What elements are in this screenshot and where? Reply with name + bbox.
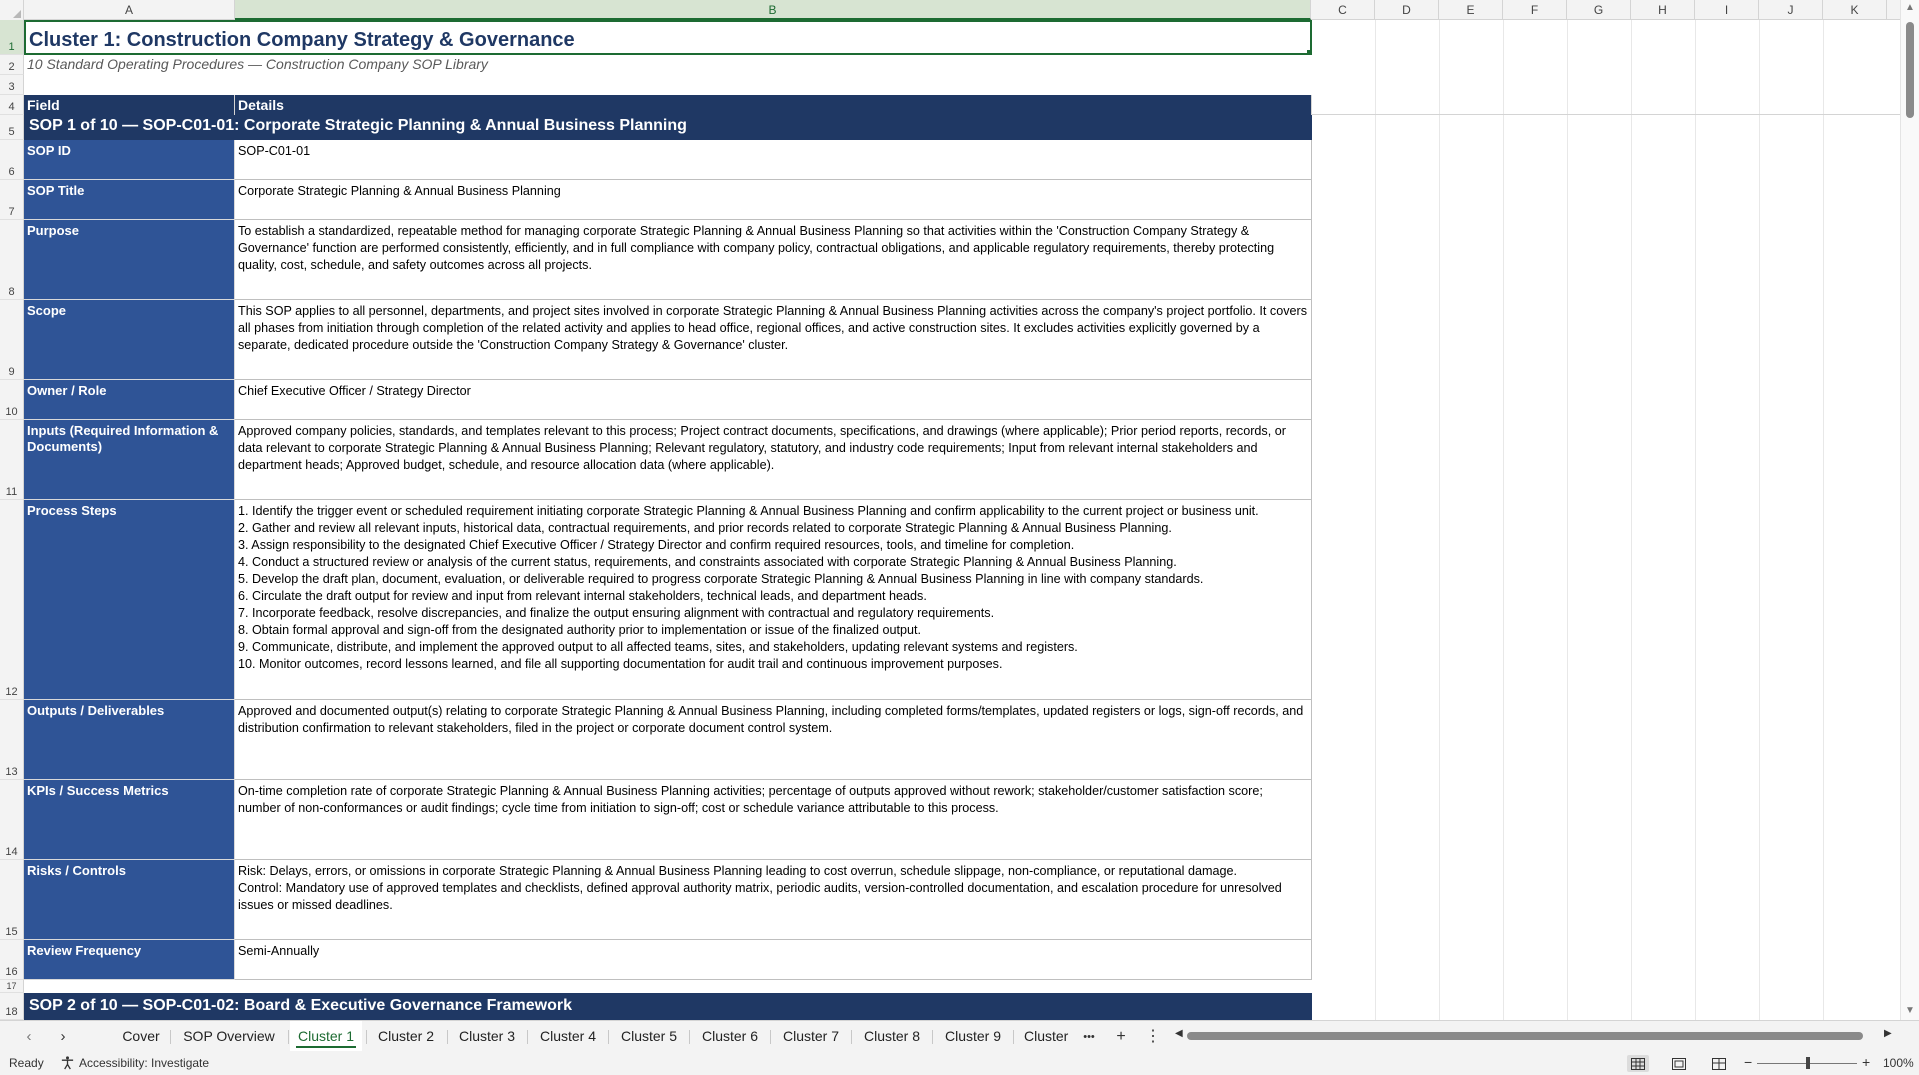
column-header-k[interactable]: K xyxy=(1823,0,1887,20)
tab-cluster-8[interactable]: Cluster 8 xyxy=(863,1028,921,1044)
tab-cluster-3[interactable]: Cluster 3 xyxy=(458,1028,516,1044)
row-header[interactable]: 7 xyxy=(0,180,24,220)
row-header[interactable]: 4 xyxy=(0,95,24,115)
row-header[interactable]: 9 xyxy=(0,300,24,380)
zoom-slider-thumb[interactable] xyxy=(1806,1057,1810,1069)
column-header-b[interactable]: B xyxy=(235,0,1311,20)
tab-cluster-10-truncated[interactable]: Cluster xyxy=(1024,1028,1069,1044)
label-purpose[interactable]: Purpose xyxy=(24,220,235,300)
tab-cluster-4[interactable]: Cluster 4 xyxy=(539,1028,597,1044)
sop-2-banner[interactable]: SOP 2 of 10 — SOP-C01-02: Board & Executive Governance Framework xyxy=(24,993,1312,1020)
row-header[interactable]: 1 xyxy=(0,20,24,55)
sheet-title-cell[interactable] xyxy=(24,20,1312,55)
value-risks-controls[interactable]: Risk: Delays, errors, or omissions in corporate Strategic Planning & Annual Business Planning leading to cost overrun, schedule slippage, non-compliance, or reputational damage. Control: Mandatory use of approved templates and checklists, defined approval authority matrix, periodic audits, version-controlled documentation, and escalation procedure for unresolved issues or missed deadlines. xyxy=(235,860,1312,940)
column-header-e[interactable]: E xyxy=(1439,0,1503,20)
tab-cluster-6[interactable]: Cluster 6 xyxy=(701,1028,759,1044)
scroll-up-icon[interactable]: ▲ xyxy=(1905,2,1915,13)
column-header-g[interactable]: G xyxy=(1567,0,1631,20)
row-header[interactable]: 14 xyxy=(0,780,24,860)
accessibility-icon[interactable] xyxy=(60,1055,75,1073)
frozen-pane-line xyxy=(1312,114,1900,115)
value-inputs[interactable]: Approved company policies, standards, and templates relevant to this process; Project contract documents, specifications, and drawings (where applicable); Prior period reports, records, or data relevant to corporate Strategic Planning & Annual Business Planning; Relevant regulatory, statutory, and industry code requirements; Input from relevant internal stakeholders and department heads; Approved budget, schedule, and resource allocation data (where applicable). xyxy=(235,420,1312,500)
zoom-out-button[interactable]: − xyxy=(1744,1054,1753,1070)
label-risks-controls[interactable]: Risks / Controls xyxy=(24,860,235,940)
value-sop-id[interactable]: SOP-C01-01 xyxy=(235,140,1312,180)
tab-cluster-1[interactable]: Cluster 1 xyxy=(290,1021,362,1051)
scroll-left-icon[interactable]: ◀ xyxy=(1175,1028,1183,1039)
tab-cluster-7[interactable]: Cluster 7 xyxy=(782,1028,840,1044)
row-header[interactable]: 16 xyxy=(0,940,24,980)
column-header-j[interactable]: J xyxy=(1759,0,1823,20)
sheet-subtitle[interactable]: 10 Standard Operating Procedures — Construction Company SOP Library xyxy=(27,56,488,72)
horizontal-scroll-thumb[interactable] xyxy=(1187,1032,1863,1040)
label-inputs[interactable]: Inputs (Required Information & Documents) xyxy=(24,420,235,500)
accessibility-status[interactable]: Accessibility: Investigate xyxy=(79,1056,210,1070)
column-header-d[interactable]: D xyxy=(1375,0,1439,20)
row-header[interactable]: 17 xyxy=(0,980,24,993)
row-header[interactable]: 11 xyxy=(0,420,24,500)
row-header[interactable]: 2 xyxy=(0,55,24,75)
vertical-scroll-thumb[interactable] xyxy=(1906,22,1914,118)
label-review-frequency[interactable]: Review Frequency xyxy=(24,940,235,980)
tab-cluster-2[interactable]: Cluster 2 xyxy=(377,1028,435,1044)
tab-sop-overview[interactable]: SOP Overview xyxy=(183,1028,275,1044)
sheet-tab-bar xyxy=(0,1020,1919,1052)
add-sheet-button[interactable]: + xyxy=(1116,1028,1126,1045)
row-header[interactable]: 15 xyxy=(0,860,24,940)
column-header-f[interactable]: F xyxy=(1503,0,1567,20)
value-review-frequency[interactable]: Semi-Annually xyxy=(235,940,1312,980)
row-header[interactable]: 12 xyxy=(0,500,24,700)
row-header[interactable]: 6 xyxy=(0,140,24,180)
page-break-preview-icon[interactable] xyxy=(1708,1055,1730,1072)
label-sop-title[interactable]: SOP Title xyxy=(24,180,235,220)
row-header[interactable]: 8 xyxy=(0,220,24,300)
row-header[interactable]: 5 xyxy=(0,115,24,140)
value-process-steps[interactable]: 1. Identify the trigger event or scheduled requirement initiating corporate Strategic Planning & Annual Business Planning and confirm applicability to the current project or business unit. 2. Gather and review all relevant inputs, historical data, contractual requirements, and prior records related to corporate Strategic Planning & Annual Business Planning. 3. Assign responsibility to the designated Chief Executive Officer / Strategy Director and confirm required resources, tools, and timeline for completion. 4. Conduct a structured review or analysis of the current status, requirements, and constraints associated with corporate Strategic Planning & Annual Business Planning. 5. Develop the draft plan, document, evaluation, or deliverable required to progress corporate Strategic Planning & Annual Business Planning in line with company standards. 6. Circulate the draft output for review and input from relevant internal stakeholders, technical leads, and department heads. 7. Incorporate feedback, resolve discrepancies, and finalize the output ensuring alignment with contractual and regulatory requirements. 8. Obtain formal approval and sign-off from the designated authority prior to implementation or issue of the finalized output. 9. Communicate, distribute, and implement the approved output to all affected teams, sites, and stakeholders, updating relevant systems and registers. 10. Monitor outcomes, record lessons learned, and file all supporting documentation for audit trail and continuous improvement purposes. xyxy=(235,500,1312,700)
label-owner-role[interactable]: Owner / Role xyxy=(24,380,235,420)
sop-1-banner[interactable]: SOP 1 of 10 — SOP-C01-01: Corporate Strategic Planning & Annual Business Planning xyxy=(24,115,1312,140)
more-tabs-icon[interactable]: ••• xyxy=(1083,1031,1095,1043)
value-kpis[interactable]: On-time completion rate of corporate Strategic Planning & Annual Business Planning activities; percentage of outputs approved without rework; stakeholder/customer satisfaction score; number of non-conformances or audit findings; cycle time from initiation to sign-off; cost or schedule variance attributable to this process. xyxy=(235,780,1312,860)
label-kpis[interactable]: KPIs / Success Metrics xyxy=(24,780,235,860)
zoom-level[interactable]: 100% xyxy=(1883,1056,1914,1070)
page-layout-view-icon[interactable] xyxy=(1668,1055,1690,1072)
row-header[interactable]: 18 xyxy=(0,993,24,1020)
column-header-i[interactable]: I xyxy=(1695,0,1759,20)
status-ready: Ready xyxy=(9,1056,44,1070)
value-sop-title[interactable]: Corporate Strategic Planning & Annual Business Planning xyxy=(235,180,1312,220)
tab-cluster-5[interactable]: Cluster 5 xyxy=(620,1028,678,1044)
column-header-c[interactable]: C xyxy=(1311,0,1375,20)
label-outputs[interactable]: Outputs / Deliverables xyxy=(24,700,235,780)
column-header-a[interactable]: A xyxy=(24,0,235,20)
row-header[interactable]: 13 xyxy=(0,700,24,780)
status-bar xyxy=(0,1052,1919,1075)
chevron-left-icon[interactable]: ‹ xyxy=(26,1028,32,1045)
horizontal-scrollbar[interactable] xyxy=(1175,1030,1895,1042)
scroll-right-icon[interactable]: ▶ xyxy=(1884,1028,1892,1039)
chevron-right-icon[interactable]: › xyxy=(60,1028,66,1045)
sheet-menu-icon[interactable]: ⋮ xyxy=(1145,1028,1161,1045)
tab-cluster-9[interactable]: Cluster 9 xyxy=(944,1028,1002,1044)
vertical-scrollbar[interactable] xyxy=(1900,0,1919,1020)
header-details-cell[interactable]: Details xyxy=(235,95,1312,115)
worksheet-grid[interactable] xyxy=(24,20,1900,1020)
row-header[interactable]: 10 xyxy=(0,380,24,420)
normal-view-icon[interactable] xyxy=(1627,1055,1649,1072)
row-header[interactable]: 3 xyxy=(0,75,24,95)
header-field-cell[interactable]: Field xyxy=(24,95,235,115)
value-scope[interactable]: This SOP applies to all personnel, departments, and project sites involved in corporate Strategic Planning & Annual Business Planning activities across the company's project portfolio. It covers all phases from initiation through completion of the related activity and applies to head office, regional offices, and active construction sites. It excludes activities explicitly governed by a separate, dedicated procedure outside the 'Construction Company Strategy & Governance' cluster. xyxy=(235,300,1312,380)
sheet-title: Cluster 1: Construction Company Strategy & Governance xyxy=(29,29,575,51)
value-purpose[interactable]: To establish a standardized, repeatable method for managing corporate Strategic Planning & Annual Business Planning so that activities within the 'Construction Company Strategy & Governance' function are performed consistently, efficiently, and in full compliance with company policy, contractual obligations, and applicable regulatory requirements, thereby protecting quality, cost, schedule, and safety outcomes across all projects. xyxy=(235,220,1312,300)
label-process-steps[interactable]: Process Steps xyxy=(24,500,235,700)
select-all-corner[interactable] xyxy=(0,0,24,20)
column-header-row xyxy=(0,0,1900,20)
value-owner-role[interactable]: Chief Executive Officer / Strategy Director xyxy=(235,380,1312,420)
tab-cover[interactable]: Cover xyxy=(122,1028,160,1044)
value-outputs[interactable]: Approved and documented output(s) relating to corporate Strategic Planning & Annual Business Planning, including completed forms/templates, updated registers or logs, sign-off records, and distribution confirmation to relevant stakeholders, filed in the project or corporate document control system. xyxy=(235,700,1312,780)
scroll-down-icon[interactable]: ▼ xyxy=(1905,1005,1915,1016)
column-header-h[interactable]: H xyxy=(1631,0,1695,20)
zoom-in-button[interactable]: + xyxy=(1862,1054,1871,1070)
label-sop-id[interactable]: SOP ID xyxy=(24,140,235,180)
label-scope[interactable]: Scope xyxy=(24,300,235,380)
